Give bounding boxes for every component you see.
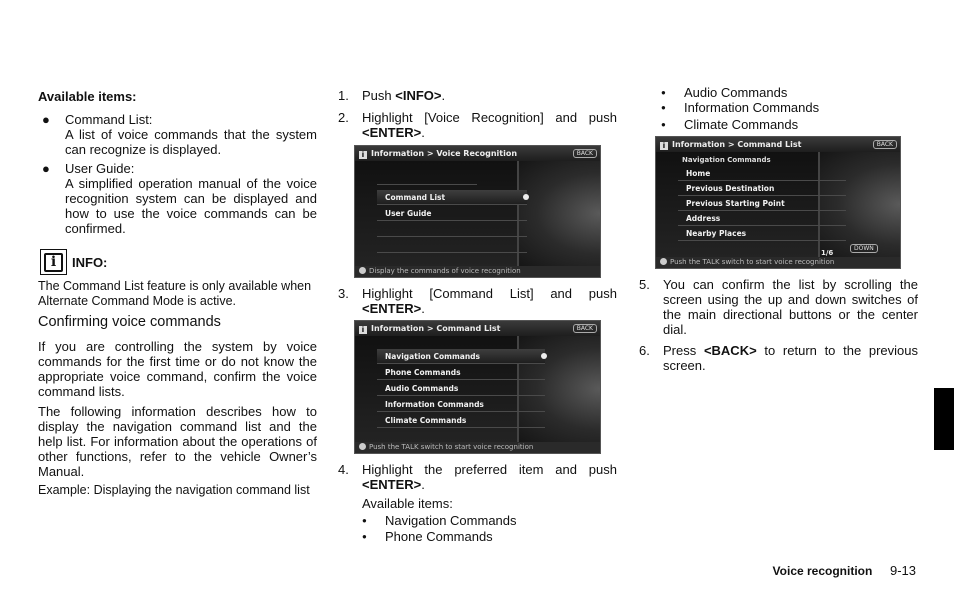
command-item[interactable]: Nearby Places	[678, 226, 846, 241]
screen-title: i Information > Command List	[656, 137, 900, 152]
screen-footer: Display the commands of voice recognition	[355, 266, 600, 277]
bullet-icon: ●	[362, 516, 367, 525]
step-5: 5. You can confirm the list by scrolling the screen using the up and down switches of the main directional buttons or the center dial.	[639, 277, 918, 337]
menu-item-audio-commands[interactable]: Audio Commands	[377, 381, 545, 396]
screen-title: i Information > Command List	[355, 321, 600, 336]
list-item	[42, 112, 317, 157]
list-item: ● Information Commands	[661, 100, 820, 115]
available-items-heading: Available items:	[38, 89, 137, 104]
list-item: ● Navigation Commands	[362, 513, 517, 528]
paragraph: The following information describes how to display the navigation command list and the help list. For information about the operations of other functions, refer to the vehicle Owner’s Manual.	[38, 404, 317, 479]
footer-section-label: Voice recognition	[772, 564, 873, 578]
menu-item-navigation-commands[interactable]: Navigation Commands	[377, 349, 545, 364]
step-4: 4. Highlight the preferred item and push <ENTER>.	[338, 462, 617, 492]
bullet-icon: ●	[661, 88, 666, 97]
page-number: 9-13	[889, 563, 916, 578]
back-button[interactable]: BACK	[573, 324, 597, 333]
command-item[interactable]: Previous Destination	[678, 181, 846, 196]
menu-item-command-list[interactable]: Command List	[377, 190, 527, 205]
list-item: ● Phone Commands	[362, 529, 493, 544]
bullet-icon: ●	[362, 532, 367, 541]
screen-subtitle: Navigation Commands	[682, 156, 771, 164]
list-item: ● Climate Commands	[661, 117, 799, 132]
example-text: Example: Displaying the navigation command list	[38, 483, 310, 497]
bullet-icon: ●	[42, 161, 50, 176]
command-item[interactable]: Previous Starting Point	[678, 196, 846, 211]
page-footer	[773, 563, 916, 579]
step-1: 1. Push <INFO>.	[338, 88, 446, 103]
screen-navigation-commands	[655, 136, 901, 269]
bullet-title: User Guide:	[65, 161, 135, 176]
down-button[interactable]: DOWN	[850, 244, 878, 253]
command-item[interactable]: Address	[678, 211, 846, 226]
info-block	[40, 249, 108, 275]
step-2: 2. Highlight [Voice Recognition] and push <ENTER>.	[338, 110, 617, 140]
bullet-title: Command List:	[65, 112, 153, 127]
list-item: ● Audio Commands	[661, 85, 788, 100]
bullet-desc: A list of voice commands that the system can recognize is displayed.	[65, 127, 317, 157]
screen-voice-recognition	[354, 145, 601, 278]
bullet-icon: ●	[661, 103, 666, 112]
step-3: 3. Highlight [Command List] and push <ENTER>.	[338, 286, 617, 316]
command-item[interactable]: Home	[678, 166, 846, 181]
screen-title: i Information > Voice Recognition	[355, 146, 600, 161]
back-button[interactable]: BACK	[873, 140, 897, 149]
info-label: INFO:	[72, 255, 108, 270]
screen-command-list	[354, 320, 601, 454]
page-indicator: 1/6	[821, 249, 834, 257]
chapter-tab-marker	[934, 388, 954, 450]
available-items-label: Available items:	[362, 496, 453, 511]
menu-item-climate-commands[interactable]: Climate Commands	[377, 413, 545, 428]
step-6: 6. Press <BACK> to return to the previous screen.	[639, 343, 919, 373]
back-button[interactable]: BACK	[573, 149, 597, 158]
menu-item-information-commands[interactable]: Information Commands	[377, 397, 545, 412]
screen-footer: Push the TALK switch to start voice recognition	[355, 442, 600, 453]
menu-item-user-guide[interactable]: User Guide	[377, 206, 527, 221]
bullet-icon: ●	[661, 120, 666, 129]
paragraph: If you are controlling the system by voice commands for the first time or do not know the appropriate voice command, confirm the voice command lists.	[38, 339, 317, 399]
bullet-icon: ●	[42, 112, 50, 127]
info-icon: i	[40, 249, 67, 275]
bullet-desc: A simplified operation manual of the voice recognition system can be displayed and how to use the voice commands can be confirmed.	[65, 176, 317, 236]
list-item	[42, 161, 317, 236]
info-text: The Command List feature is only available when Alternate Command Mode is active.	[38, 279, 312, 308]
screen-footer: Push the TALK switch to start voice recognition	[656, 257, 900, 268]
menu-item-phone-commands[interactable]: Phone Commands	[377, 365, 545, 380]
section-title: Confirming voice commands	[38, 314, 221, 330]
